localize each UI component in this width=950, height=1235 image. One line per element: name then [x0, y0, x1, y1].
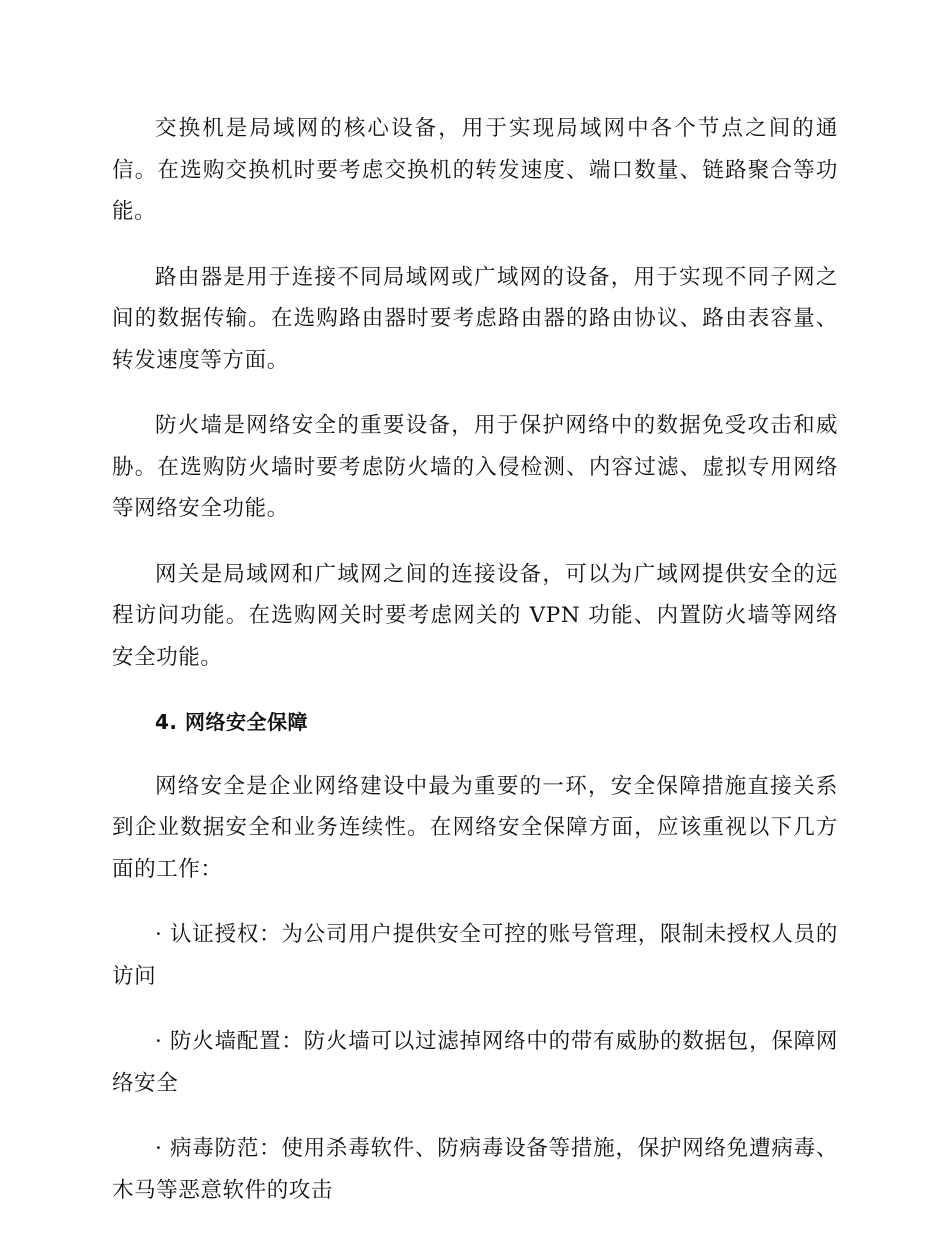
section-heading: 4. 网络安全保障: [155, 710, 308, 734]
bullet-item-virus-protection: · 病毒防范：使用杀毒软件、防病毒设备等措施，保护网络免遭病毒、木马等恶意软件的攻击: [112, 1136, 838, 1203]
paragraph-gateway: 网关是局域网和广域网之间的连接设备，可以为广域网提供安全的远程访问功能。在选购网关时要考虑网关的 VPN 功能、内置防火墙等网络安全功能。: [112, 561, 838, 670]
paragraph-router: 路由器是用于连接不同局域网或广域网的设备，用于实现不同子网之间的数据传输。在选购路由器时要考虑路由器的路由协议、路由表容量、转发速度等方面。: [112, 264, 838, 373]
paragraph-firewall: 防火墙是网络安全的重要设备，用于保护网络中的数据免受攻击和威胁。在选购防火墙时要考虑防火墙的入侵检测、内容过滤、虚拟专用网络等网络安全功能。: [112, 413, 838, 521]
paragraph-switch: 交换机是局域网的核心设备，用于实现局域网中各个节点之间的通信。在选购交换机时要考虑交换机的转发速度、端口数量、链路聚合等功能。: [112, 116, 838, 224]
bullet-item-firewall-config: · 防火墙配置：防火墙可以过滤掉网络中的带有威胁的数据包，保障网络安全: [112, 1029, 838, 1096]
document-body: [112, 108, 838, 1235]
bullet-item-auth: · 认证授权：为公司用户提供安全可控的账号管理，限制未授权人员的访问: [112, 922, 838, 989]
section-intro-paragraph: 网络安全是企业网络建设中最为重要的一环，安全保障措施直接关系到企业数据安全和业务连续性。在网络安全保障方面，应该重视以下几方面的工作：: [112, 773, 838, 882]
